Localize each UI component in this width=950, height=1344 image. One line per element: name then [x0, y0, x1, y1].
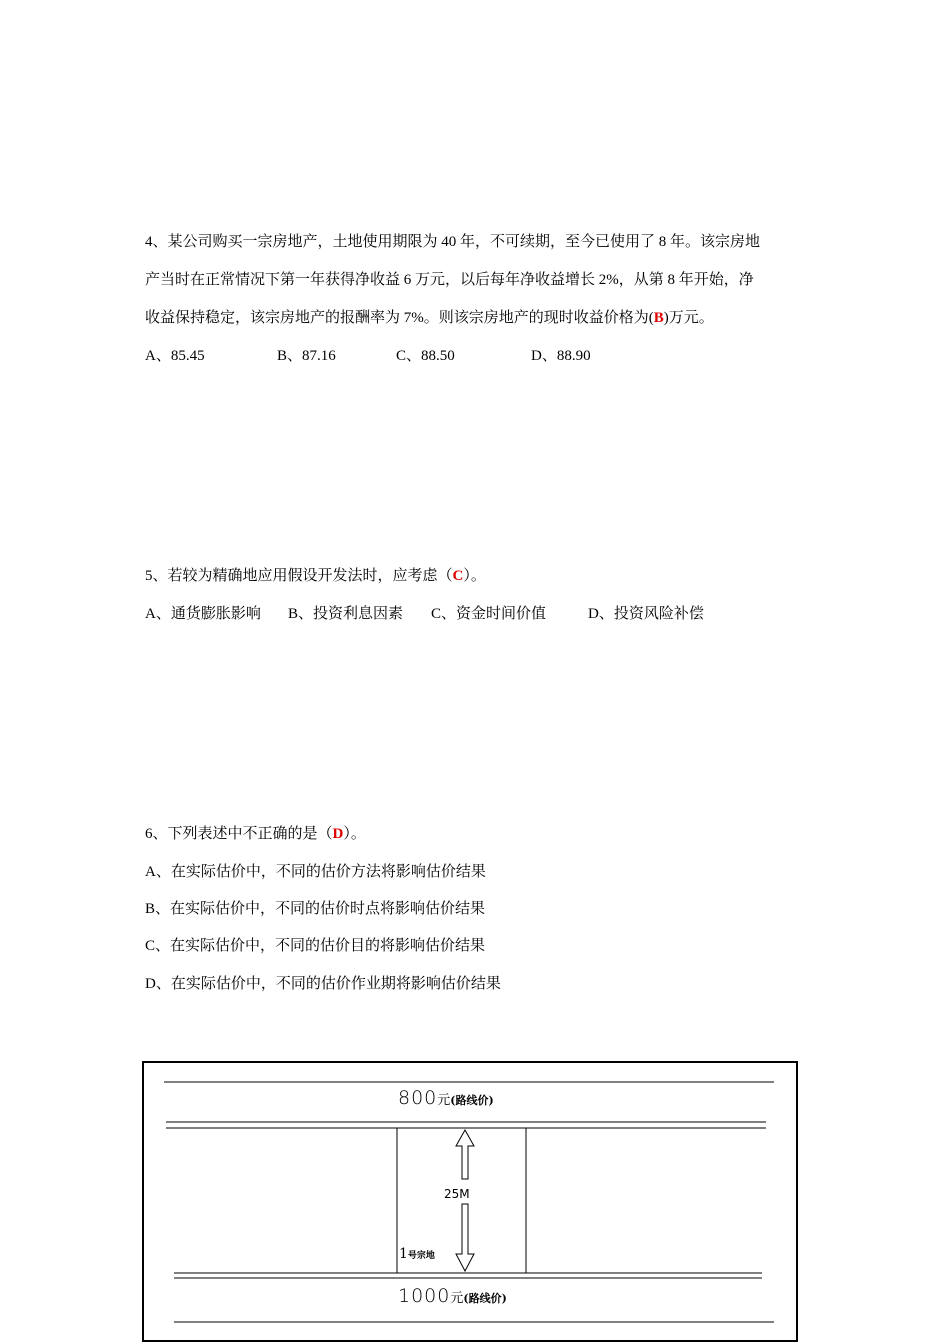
q5-stem-suffix: ）。: [463, 568, 486, 584]
bottom-road-price: 1000: [398, 1285, 451, 1307]
q6-option-a: A、在实际估价中，不同的估价方法将影响估价结果: [145, 864, 486, 880]
q6-option-d: D、在实际估价中，不同的估价作业期将影响估价结果: [145, 976, 501, 992]
q4-option-d: D、88.90: [531, 348, 591, 364]
q6-option-b: B、在实际估价中，不同的估价时点将影响估价结果: [145, 901, 486, 917]
q4-stem-suffix: )万元。: [663, 310, 714, 326]
q4-option-a: A、85.45: [145, 348, 205, 364]
depth-label: 25M: [444, 1187, 470, 1201]
bottom-road-unit: 元: [450, 1291, 464, 1306]
top-road-tag: (路线价): [450, 1094, 494, 1107]
depth-arrow-up: [456, 1130, 474, 1179]
depth-arrow-down: [456, 1204, 474, 1271]
q6-stem-suffix: ）。: [343, 826, 366, 842]
q6-answer: D: [332, 826, 344, 842]
top-road-price: 800: [398, 1087, 438, 1109]
q5-answer: C: [452, 568, 464, 584]
q4-stem-line-3: [145, 308, 714, 328]
street-value-diagram: [142, 1061, 798, 1342]
bottom-road-label: [398, 1285, 507, 1307]
q6-stem-text: 6、下列表述中不正确的是（: [145, 826, 333, 842]
q6-option-c: C、在实际估价中，不同的估价目的将影响估价结果: [145, 938, 486, 954]
q5-stem-text: 5、若较为精确地应用假设开发法时，应考虑（: [145, 568, 453, 584]
bottom-road-tag: (路线价): [463, 1292, 507, 1305]
q5-option-d: D、投资风险补偿: [588, 606, 704, 622]
lot-tag: 号宗地: [407, 1251, 435, 1261]
lot-label: [399, 1243, 435, 1262]
q5-option-a: A、通货膨胀影响: [145, 606, 261, 622]
q5-option-c: C、资金时间价值: [431, 606, 547, 622]
q6-stem: [145, 824, 366, 844]
q4-stem-line-2: 产当时在正常情况下第一年获得净收益 6 万元，以后每年净收益增长 2%，从第 8 年开始，净: [145, 272, 754, 288]
q4-option-b: B、87.16: [277, 348, 336, 364]
q5-stem: [145, 566, 486, 586]
q4-stem-line-1: 4、某公司购买一宗房地产，土地使用期限为 40 年，不可续期，至今已使用了 8 年。该宗房地: [145, 234, 761, 250]
q4-answer: B: [653, 310, 664, 326]
top-road-unit: 元: [437, 1093, 451, 1108]
top-road-label: [398, 1087, 494, 1109]
q4-option-c: C、88.50: [396, 348, 455, 364]
lot-number: 1: [399, 1246, 408, 1262]
q5-option-b: B、投资利息因素: [288, 606, 404, 622]
q4-stem-text: 收益保持稳定，该宗房地产的报酬率为 7%。则该宗房地产的现时收益价格为(: [145, 310, 654, 326]
